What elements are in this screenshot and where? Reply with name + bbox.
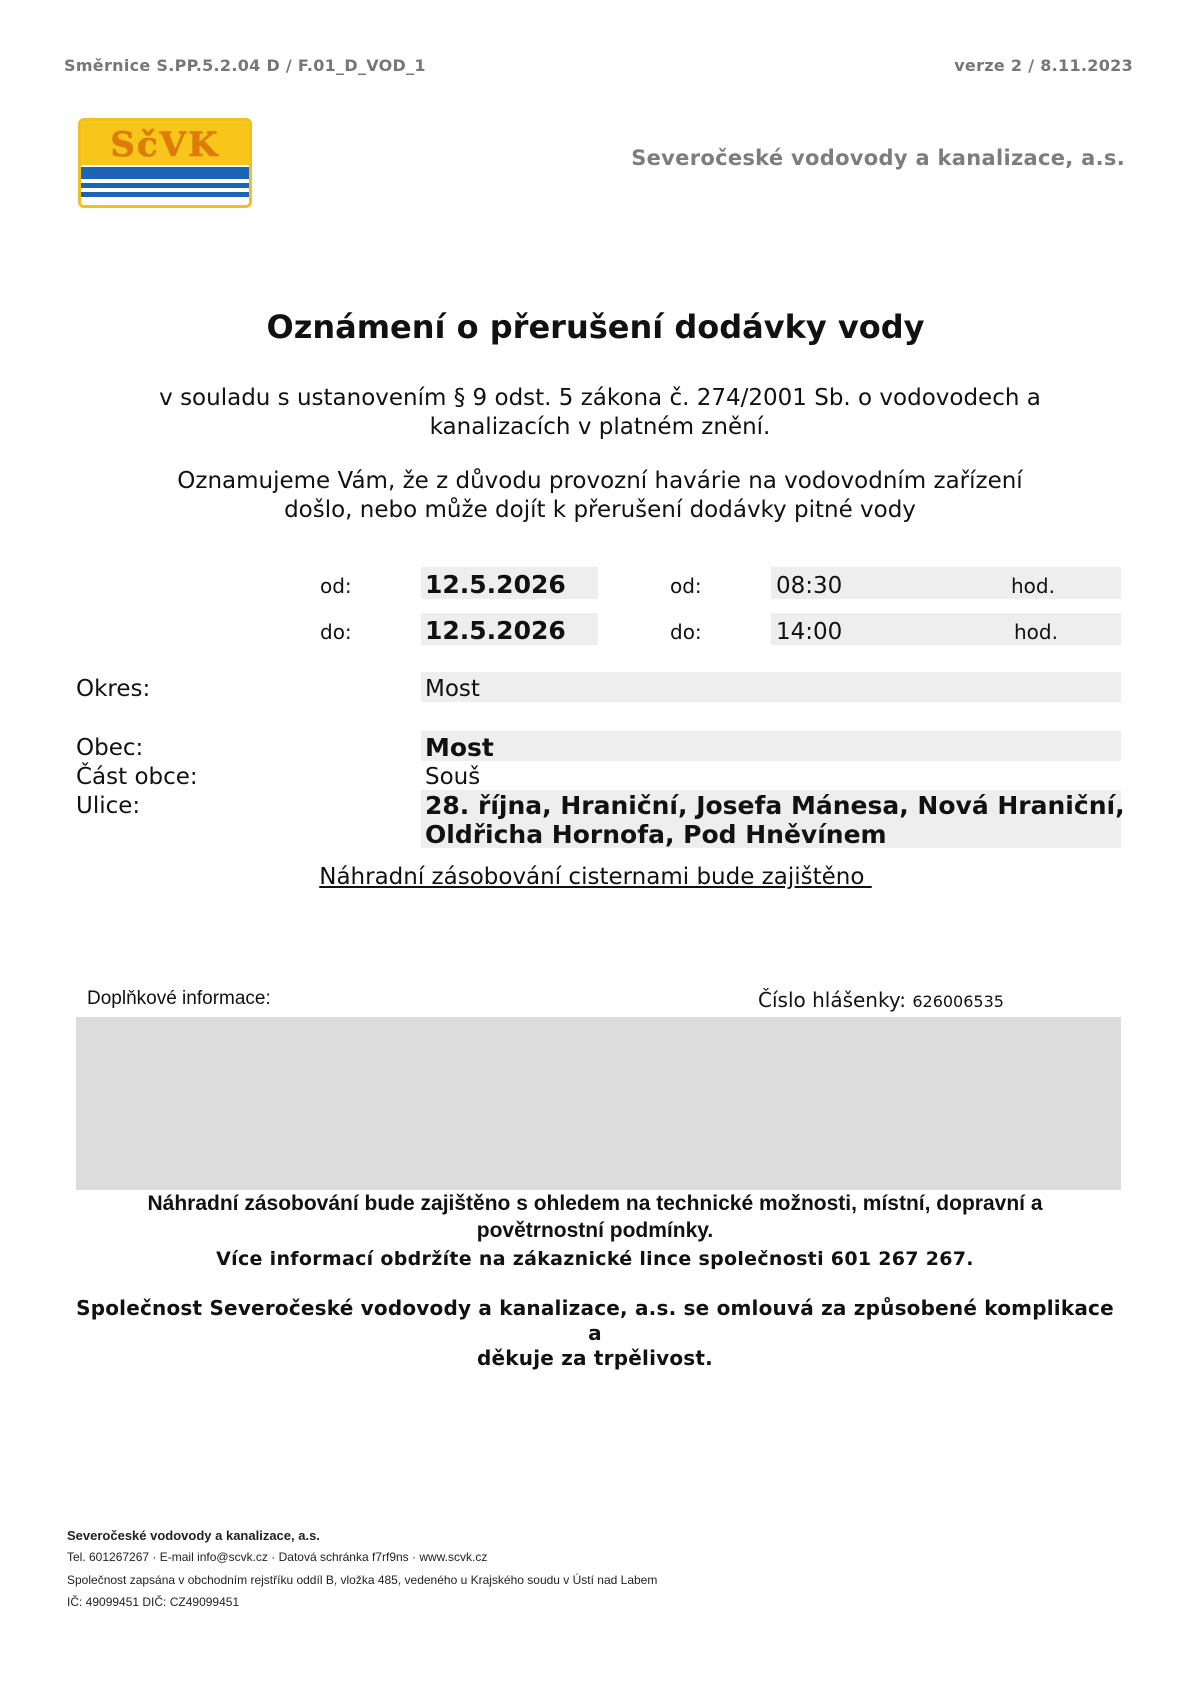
time-from-label: od: (670, 574, 702, 598)
footer-company: Severočeské vodovody a kanalizace, a.s. (67, 1528, 320, 1543)
obec-field (421, 731, 1121, 761)
date-to-value: 12.5.2026 (425, 616, 566, 645)
time-to-value: 14:00 (776, 619, 843, 645)
time-from-value: 08:30 (776, 573, 843, 599)
report-number-label: Číslo hlášenky: (758, 988, 906, 1012)
note-line-1: Náhradní zásobování bude zajištěno s ohledem na technické možnosti, místní, dopravní a (147, 1192, 1043, 1215)
footer-registry: Společnost zapsána v obchodním rejstříku oddíl B, vložka 485, vedeného u Krajského soudu v Ústí nad Labem (67, 1573, 658, 1587)
directive-code: Směrnice S.PP.5.2.04 D / F.01_D_VOD_1 (64, 56, 426, 75)
hours-label-to: hod. (1014, 620, 1058, 644)
apology-line-2: děkuje za trpělivost. (477, 1346, 713, 1370)
report-number-row (758, 988, 1004, 1012)
obec-label: Obec: (76, 735, 144, 761)
legal-line-2: kanalizacích v platném znění. (429, 414, 771, 440)
date-to-label: do: (320, 620, 352, 644)
cast-obce-value: Souš (425, 764, 481, 790)
company-name: Severočeské vodovody a kanalizace, a.s. (631, 146, 1125, 170)
apology-line-1: Společnost Severočeské vodovody a kanalizace, a.s. se omlouvá za způsobené komplikace a (76, 1296, 1114, 1345)
time-to-label: do: (670, 620, 702, 644)
substitute-supply-notice (0, 864, 1191, 890)
version-info: verze 2 / 8.11.2023 (954, 56, 1133, 75)
scvk-logo (78, 118, 252, 208)
logo-text: SčVK (110, 125, 220, 165)
apology-note (70, 1296, 1120, 1371)
date-from-value: 12.5.2026 (425, 570, 566, 599)
ulice-value (425, 791, 1125, 849)
announce-line-2: došlo, nebo může dojít k přerušení dodávky pitné vody (284, 497, 916, 523)
note-line-2: povětrnostní podmínky. (476, 1219, 714, 1242)
substitute-conditions-note (90, 1190, 1100, 1244)
legal-basis (120, 384, 1080, 442)
ulice-label: Ulice: (76, 793, 141, 819)
announcement (120, 467, 1080, 525)
okres-label: Okres: (76, 676, 151, 702)
report-number-value: 626006535 (912, 992, 1004, 1011)
hours-label-from: hod. (1011, 574, 1055, 598)
additional-info-label: Doplňkové informace: (87, 988, 271, 1009)
hotline-note: Více informací obdržíte na zákaznické lince společnosti 601 267 267. (216, 1248, 974, 1270)
page-title: Oznámení o přerušení dodávky vody (266, 308, 925, 346)
announce-line-1: Oznamujeme Vám, že z důvodu provozní havárie na vodovodním zařízení (177, 468, 1023, 494)
substitute-supply-text: Náhradní zásobování cisternami bude zajištěno (319, 864, 872, 890)
okres-value: Most (425, 676, 480, 702)
obec-value: Most (425, 733, 494, 762)
footer-contact: Tel. 601267267 · E-mail info@scvk.cz · Datová schránka f7rf9ns · www.scvk.cz (67, 1550, 488, 1564)
legal-line-1: v souladu s ustanovením § 9 odst. 5 zákona č. 274/2001 Sb. o vodovodech a (159, 385, 1041, 411)
additional-info-box (76, 1017, 1121, 1190)
ulice-line-2: Oldřicha Hornofa, Pod Hněvínem (425, 820, 887, 849)
okres-field (421, 672, 1121, 702)
ulice-line-1: 28. října, Hraniční, Josefa Mánesa, Nová Hraniční, (425, 791, 1125, 820)
footer-ids: IČ: 49099451 DIČ: CZ49099451 (67, 1595, 240, 1609)
date-from-label: od: (320, 574, 352, 598)
cast-obce-label: Část obce: (76, 764, 198, 790)
